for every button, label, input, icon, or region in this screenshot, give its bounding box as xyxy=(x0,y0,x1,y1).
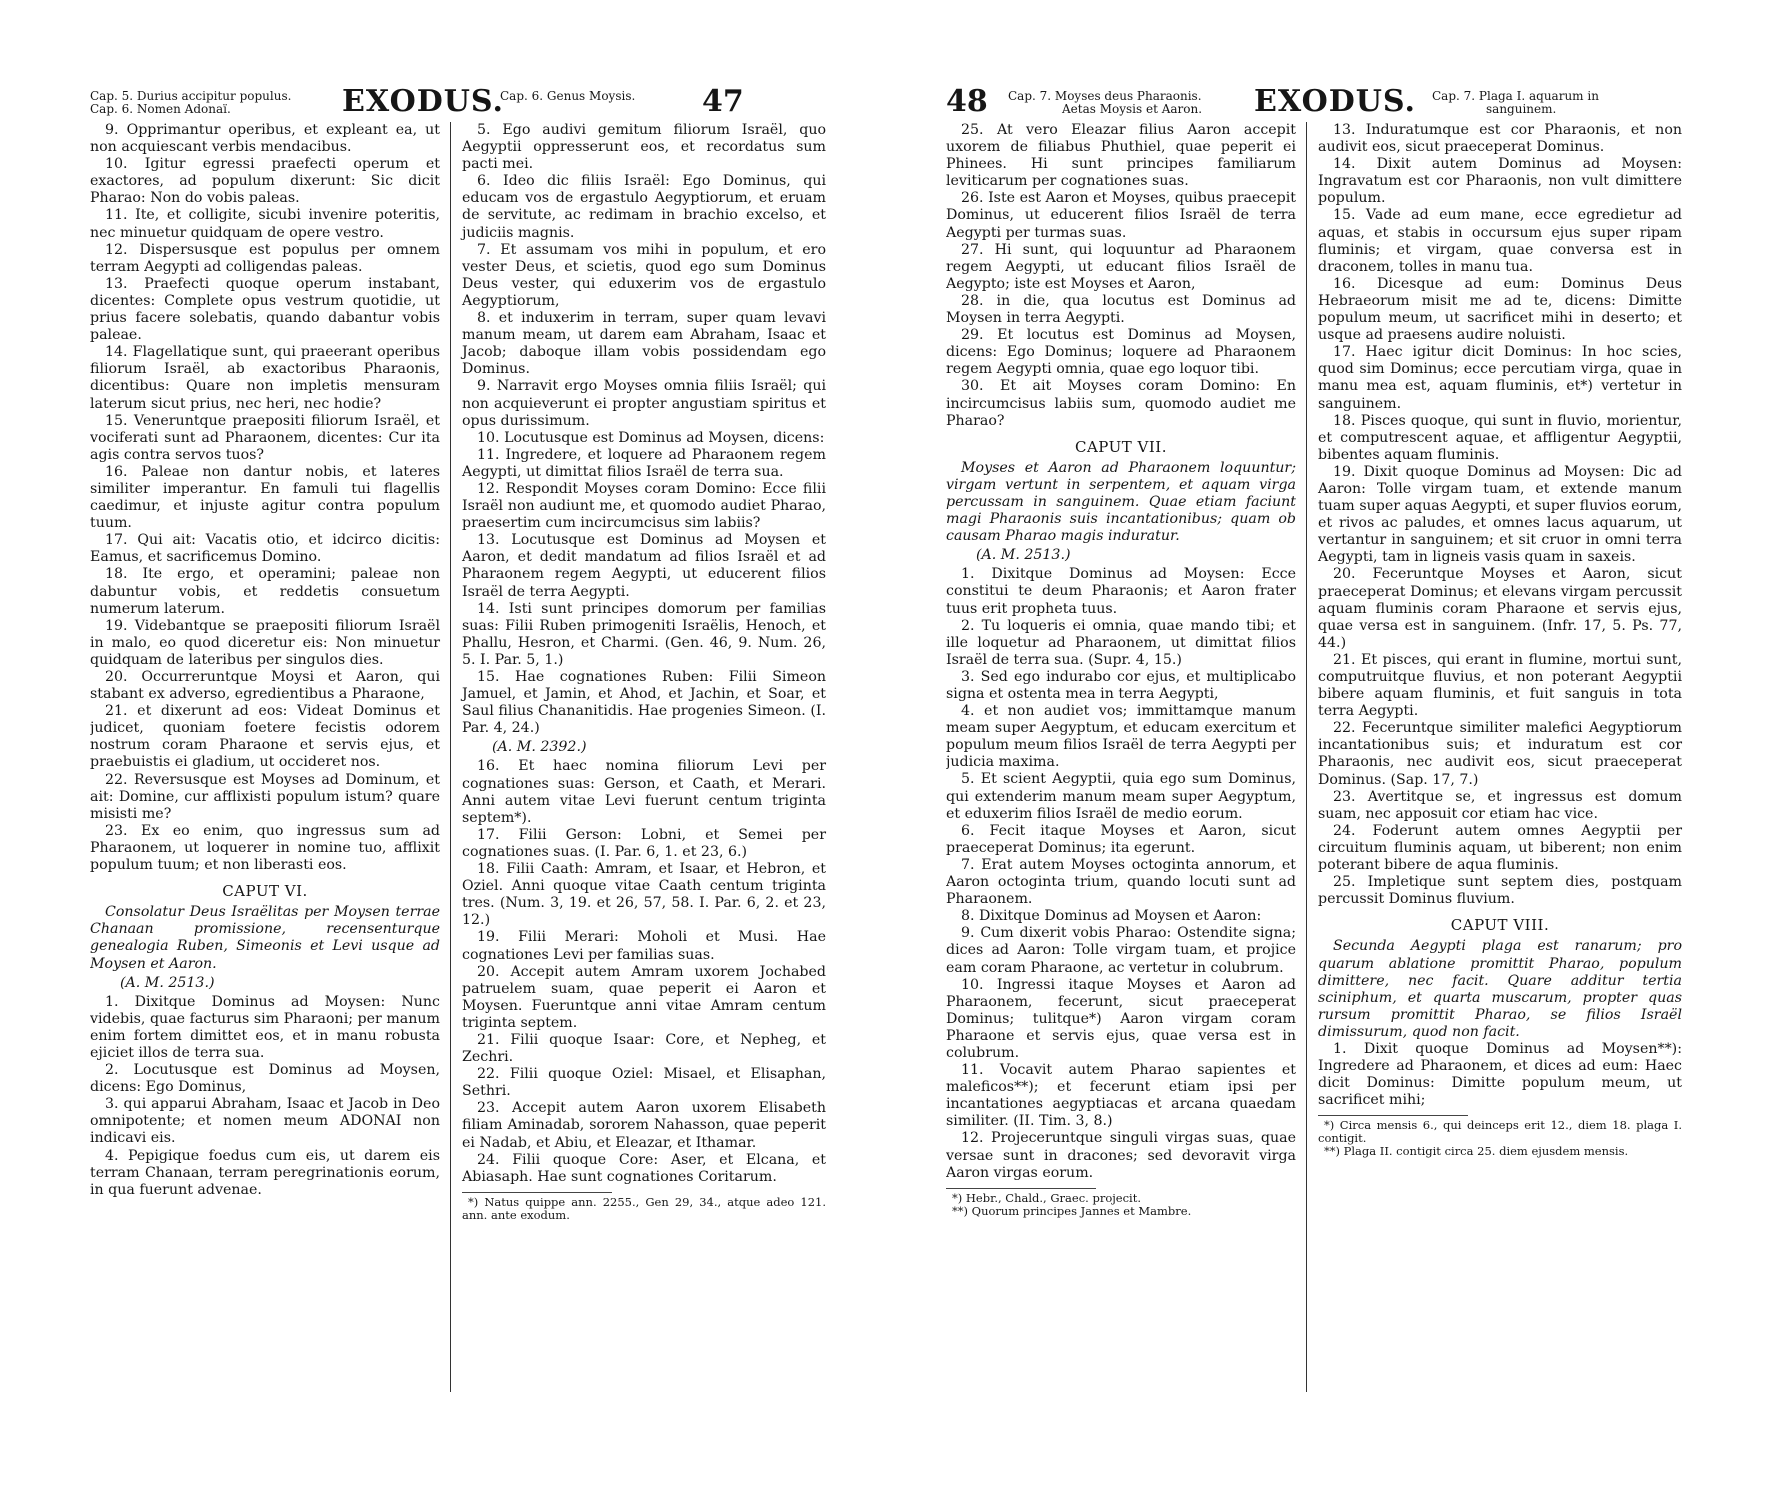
verse-paragraph: 29. Et locutus est Dominus ad Moysen, dicens: Ego Dominus; loquere ad Pharaonem regem Aegypti omnia, quae ego loquor tibi. xyxy=(946,327,1296,378)
page-number: 48 xyxy=(946,84,988,119)
verse-paragraph: 26. Iste est Aaron et Moyses, quibus praecepit Dominus, ut educerent filios Israël de terra Aegypti per turmas suas. xyxy=(946,190,1296,241)
footnotes xyxy=(462,1196,826,1222)
chapter-summary: Secunda Aegypti plaga est ranarum; pro quarum ablatione promittit Pharao, populum dimittere, nec facit. Quare additur tertia sciniphum, et quarta muscarum, propter quas rursum promittit Pharao, se filios Israël dimissurum, quod non facit. xyxy=(1318,938,1682,1040)
verse-paragraph: 18. Filii Caath: Amram, et Isaar, et Hebron, et Oziel. Anni quoque vitae Caath centum triginta tres. (Num. 3, 19. et 26, 57, 58. I. Par. 6, 2. et 23, 12.) xyxy=(462,861,826,929)
verse-paragraph: 3. Sed ego indurabo cor ejus, et multiplicabo signa et ostenta mea in terra Aegypti, xyxy=(946,668,1296,702)
verse-paragraph: 4. Pepigique foedus cum eis, ut darem eis terram Chanaan, terram peregrinationis eorum, in qua fuerunt advenae. xyxy=(90,1147,440,1198)
footnote-rule xyxy=(1318,1115,1468,1116)
verse-paragraph: 11. Ite, et colligite, sicubi invenire poteritis, nec minuetur quidquam de opere vestro. xyxy=(90,207,440,241)
verse-paragraph: 10. Ingressi itaque Moyses et Aaron ad Pharaonem, fecerunt, sicut praeceperat Dominus; tulitque*) Aaron virgam coram Pharaone et servis ejus, quae versa est in colubrum. xyxy=(946,976,1296,1061)
text-column-left xyxy=(90,122,440,1199)
verse-paragraph: 19. Filii Merari: Moholi et Musi. Hae cognationes Levi per familias suas. xyxy=(462,929,826,963)
verse-paragraph: 13. Induratumque est cor Pharaonis, et non audivit eos, sicut praeceperat Dominus. xyxy=(1318,122,1682,156)
verse-paragraph: 22. Reversusque est Moyses ad Dominum, et ait: Domine, cur afflixisti populum istum? quare misisti me? xyxy=(90,771,440,822)
verse-paragraph: 19. Dixit quoque Dominus ad Moysen: Dic ad Aaron: Tolle virgam tuam, et extende manum tuam super aquas Aegypti, et super fluvios eorum, et rivos ac paludes, et omnes lacus aquarum, ut vertantur in sanguinem; et sit cruor in omni terra Aegypti, tam in ligneis vasis quam in saxeis. xyxy=(1318,463,1682,566)
verse-paragraph: 21. Filii quoque Isaar: Core, et Nepheg, et Zechri. xyxy=(462,1031,826,1066)
verse-paragraph: 10. Locutusque est Dominus ad Moysen, dicens: xyxy=(477,429,825,446)
verse-paragraph: 17. Haec igitur dicit Dominus: In hoc scies, quod sim Dominus; ecce percutiam virga, quae in manu mea est, aquam fluminis, et*) vertetur in sanguinem. xyxy=(1318,344,1682,412)
verse-paragraph: 9. Opprimantur operibus, et expleant ea, ut non acquiescant verbis mendacibus. xyxy=(90,122,440,156)
footnote-rule xyxy=(946,1188,1096,1189)
verse-paragraph: 18. Ite ergo, et operamini; paleae non dabuntur vobis, et reddetis consuetum numerum laterum. xyxy=(90,566,440,617)
date-marker: (A. M. 2513.) xyxy=(120,974,215,991)
verse-paragraph: 24. Filii quoque Core: Aser, et Elcana, et Abiasaph. Hae sunt cognationes Coritarum. xyxy=(462,1151,826,1185)
verse-paragraph: 7. Erat autem Moyses octoginta annorum, et Aaron octoginta trium, quando locuti sunt ad Pharaonem. xyxy=(946,856,1296,908)
verse-paragraph: 12. Projeceruntque singuli virgas suas, quae versae sunt in dracones; sed devoravit virga Aaron virgas eorum. xyxy=(946,1130,1296,1181)
running-header xyxy=(946,78,1686,122)
verse-paragraph: 10. Igitur egressi praefecti operum et exactores, ad populum dixerunt: Sic dicit Pharao: Non do vobis paleas. xyxy=(90,156,440,207)
left-page xyxy=(90,78,830,1418)
verse-paragraph: 8. et induxerim in terram, super quam levavi manum meam, ut darem eam Abraham, Isaac et Jacob; daboque illam vobis possidendam ego Dominus. xyxy=(462,310,826,378)
verse-paragraph: 6. Ideo dic filiis Israël: Ego Dominus, qui educam vos de ergastulo Aegyptiorum, et eruam de servitute, ac redimam in brachio excelso, et judiciis magnis. xyxy=(462,173,826,241)
chapter-summary: Consolatur Deus Israëlitas per Moysen terrae Chanaan promissione, recensenturque genealogia Ruben, Simeonis et Levi usque ad Moysen et Aaron. xyxy=(90,904,440,972)
footnote: *) Circa mensis 6., qui deinceps erit 12., diem 18. plaga I. contigit. xyxy=(1318,1118,1682,1146)
chapter-summary: Moyses et Aaron ad Pharaonem loquuntur; virgam vertunt in serpentem, et aquam virga percussam in sanguinem. Quae etiam faciunt magi Pharaonis suis incantationibus; quam ob causam Pharao magis induratur. xyxy=(946,459,1296,545)
verse-paragraph: 6. Fecit itaque Moyses et Aaron, sicut praeceperat Dominus; ita egerunt. xyxy=(946,822,1296,856)
footnote: *) Natus quippe ann. 2255., Gen 29, 34., atque adeo 121. ann. ante exodum. xyxy=(462,1194,826,1222)
verse-paragraph: 22. Feceruntque similiter malefici Aegyptiorum incantationibus suis; et induratum est cor Pharaonis, nec audivit eos, sicut praeceperat Dominus. (Sap. 17, 7.) xyxy=(1318,720,1682,788)
chapter-heading: CAPUT VIII. xyxy=(1450,916,1550,935)
verse-paragraph: 22. Filii quoque Oziel: Misael, et Elisaphan, Sethri. xyxy=(462,1066,826,1100)
verse-paragraph: 24. Foderunt autem omnes Aegyptii per circuitum fluminis aquam, ut biberent; non enim poterant bibere de aqua fluminis. xyxy=(1318,822,1682,874)
footnote: **) Plaga II. contigit circa 25. diem ejusdem mensis. xyxy=(1324,1144,1629,1159)
header-chapter-notes: Cap. 5. Durius accipitur populus. Cap. 6. Nomen Adonaï. xyxy=(90,89,292,116)
verse-paragraph: 12. Dispersusque est populus per omnem terram Aegypti ad colligendas paleas. xyxy=(90,241,440,275)
date-marker: (A. M. 2392.) xyxy=(492,739,587,756)
verse-paragraph: 5. Ego audivi gemitum filiorum Israël, quo Aegyptii oppresserunt eos, et recordatus sum pacti mei. xyxy=(462,122,826,173)
verse-paragraph: 17. Qui ait: Vacatis otio, et idcirco dicitis: Eamus, et sacrificemus Domino. xyxy=(90,532,440,566)
chapter-heading: CAPUT VI. xyxy=(222,882,308,901)
verse-paragraph: 4. et non audiet vos; immittamque manum meam super Aegyptum, et educam exercitum et populum meum filios Israël de terra Aegypti per judicia maxima. xyxy=(946,703,1296,771)
header-chapter-note-right: Cap. 7. Plaga I. aquarum in sanguinem. xyxy=(1432,89,1599,116)
verse-paragraph: 9. Cum dixerit vobis Pharao: Ostendite signa; dices ad Aaron: Tolle virgam tuam, et projice eam coram Pharaone, ac vertetur in colubrum. xyxy=(946,925,1296,976)
verse-paragraph: 14. Dixit autem Dominus ad Moysen: Ingravatum est cor Pharaonis, non vult dimittere populum. xyxy=(1318,156,1682,207)
verse-paragraph: 8. Dixitque Dominus ad Moysen et Aaron: xyxy=(961,908,1262,925)
footnote: **) Quorum principes Jannes et Mambre. xyxy=(952,1203,1192,1218)
book-title: EXODUS. xyxy=(1254,84,1416,119)
verse-paragraph: 16. Dicesque ad eum: Dominus Deus Hebraeorum misit me ad te, dicens: Dimitte populum meum, ut sacrificet mihi in deserto; et usque ad praesens audire noluisti. xyxy=(1318,275,1682,344)
verse-paragraph: 23. Avertitque se, et ingressus est domum suam, nec apposuit cor etiam hac vice. xyxy=(1318,788,1682,822)
verse-paragraph: 3. qui apparui Abraham, Isaac et Jacob in Deo omnipotente; et nomen meum ADONAI non indicavi eis. xyxy=(90,1096,440,1147)
verse-paragraph: 25. Impletique sunt septem dies, postquam percussit Dominus fluvium. xyxy=(1318,874,1682,908)
book-title: EXODUS. xyxy=(342,84,504,119)
text-column-right xyxy=(1318,122,1682,1158)
verse-paragraph: 11. Vocavit autem Pharao sapientes et maleficos**); et fecerunt etiam ipsi per incantationes aegyptiacas et arcana quaedam similiter. (II. Tim. 3, 8.) xyxy=(946,1062,1296,1130)
verse-paragraph: 15. Veneruntque praepositi filiorum Israël, et vociferati sunt ad Pharaonem, dicentes: Cur ita agis contra servos tuos? xyxy=(90,412,440,463)
header-chapter-notes: Cap. 7. Moyses deus Pharaonis. Aetas Moysis et Aaron. xyxy=(1008,89,1203,116)
verse-paragraph: 9. Narravit ergo Moyses omnia filiis Israël; qui non acquieverunt ei propter angustiam spiritus et opus durissimum. xyxy=(462,378,826,429)
verse-paragraph: 11. Ingredere, et loquere ad Pharaonem regem Aegypti, ut dimittat filios Israël de terra sua. xyxy=(462,446,826,480)
verse-paragraph: 7. Et assumam vos mihi in populum, et ero vester Deus, et scietis, quod ego sum Dominus Deus vester, qui eduxerim vos de ergastulo Aegyptiorum, xyxy=(462,241,826,309)
verse-paragraph: 20. Occurreruntque Moysi et Aaron, qui stabant ex adverso, egredientibus a Pharaone, xyxy=(90,669,440,703)
verse-paragraph: 14. Flagellatique sunt, qui praeerant operibus filiorum Israël, ab exactoribus Pharaonis, dicentibus: Quare non impletis mensuram laterum sicut prius, nec heri, nec hodie? xyxy=(90,344,440,412)
verse-paragraph: 15. Vade ad eum mane, ecce egredietur ad aquas, et stabis in occursum ejus super ripam fluminis; et virgam, quae conversa est in draconem, tolles in manu tua. xyxy=(1318,207,1682,275)
verse-paragraph: 28. in die, qua locutus est Dominus ad Moysen in terra Aegypti. xyxy=(946,292,1296,327)
verse-paragraph: 20. Feceruntque Moyses et Aaron, sicut praeceperat Dominus; et elevans virgam percussit aquam fluminis coram Pharaone et servis ejus, quae versa est in sanguinem. (Infr. 17, 5. Ps. 77, 44.) xyxy=(1318,566,1682,651)
running-header xyxy=(90,78,830,122)
footnotes xyxy=(946,1192,1296,1218)
text-column-left xyxy=(946,122,1296,1218)
verse-paragraph: 23. Accepit autem Aaron uxorem Elisabeth filiam Aminadab, sororem Nahasson, quae peperit ei Nadab, et Abiu, et Eleazar, et Ithamar. xyxy=(462,1100,826,1151)
verse-paragraph: 18. Pisces quoque, qui sunt in fluvio, morientur, et computrescent aquae, et affligentur Aegyptii, bibentes aquam fluminis. xyxy=(1318,412,1682,463)
verse-paragraph: 12. Respondit Moyses coram Domino: Ecce filii Israël non audiunt me, et quomodo audiet Pharao, praesertim cum incircumcisus sim labiis? xyxy=(462,480,826,532)
verse-paragraph: 21. et dixerunt ad eos: Videat Dominus et judicet, quoniam foetere fecistis odorem nostrum coram Pharaone et servis ejus, et praebuistis ei gladium, ut occideret nos. xyxy=(90,703,440,771)
verse-paragraph: 14. Isti sunt principes domorum per familias suas: Filii Ruben primogeniti Israëlis, Henoch, et Phallu, Hesron, et Charmi. (Gen. 46, 9. Num. 26, 5. I. Par. 5, 1.) xyxy=(462,600,826,668)
verse-paragraph: 30. Et ait Moyses coram Domino: En incircumcisus labiis sum, quomodo audiet me Pharao? xyxy=(946,378,1296,429)
verse-paragraph: 2. Tu loqueris ei omnia, quae mando tibi; et ille loquetur ad Pharaonem, ut dimittat filios Israël de terra sua. (Supr. 4, 15.) xyxy=(946,617,1296,668)
verse-paragraph: 17. Filii Gerson: Lobni, et Semei per cognationes suas. (I. Par. 6, 1. et 23, 6.) xyxy=(462,826,826,860)
verse-paragraph: 13. Locutusque est Dominus ad Moysen et Aaron, et dedit mandatum ad filios Israël et ad Pharaonem regem Aegypti, ut educerent filios Israël de terra Aegypti. xyxy=(462,532,826,600)
column-rule xyxy=(450,122,451,1392)
verse-paragraph: 1. Dixit quoque Dominus ad Moysen**): Ingredere ad Pharaonem, et dices ad eum: Haec dicit Dominus: Dimitte populum meum, ut sacrificet mihi; xyxy=(1318,1040,1682,1109)
verse-paragraph: 27. Hi sunt, qui loquuntur ad Pharaonem regem Aegypti, ut educant filios Israël de Aegypto; iste est Moyses et Aaron, xyxy=(946,241,1296,292)
verse-paragraph: 16. Et haec nomina filiorum Levi per cognationes suas: Gerson, et Caath, et Merari. Anni autem vitae Levi fuerunt centum triginta septem*). xyxy=(462,758,826,826)
verse-paragraph: 20. Accepit autem Amram uxorem Jochabed patruelem suam, quae peperit ei Aaron et Moysen. Fueruntque anni vitae Amram centum triginta septem. xyxy=(462,963,826,1031)
verse-paragraph: 16. Paleae non dantur nobis, et lateres similiter imperantur. En famuli tui flagellis caedimur, et injuste agitur contra populum tuum. xyxy=(90,463,440,532)
text-column-right xyxy=(462,122,826,1222)
verse-paragraph: 13. Praefecti quoque operum instabant, dicentes: Complete opus vestrum quotidie, ut prius facere solebatis, quando dabantur vobis paleae. xyxy=(90,275,440,344)
right-page xyxy=(946,78,1686,1418)
verse-paragraph: 5. Et scient Aegyptii, quia ego sum Dominus, qui extenderim manum meam super Aegyptum, et eduxerim filios Israël de medio eorum. xyxy=(946,771,1296,822)
verse-paragraph: 23. Ex eo enim, quo ingressus sum ad Pharaonem, ut loquerer in nomine tuo, afflixit populum tuum; et non liberasti eos. xyxy=(90,822,440,874)
verse-paragraph: 1. Dixitque Dominus ad Moysen: Nunc videbis, quae facturus sim Pharaoni; per manum enim fortem dimittet eos, et in manu robusta ejiciet illos de terra sua. xyxy=(90,993,440,1061)
footnote-rule xyxy=(462,1192,612,1193)
verse-paragraph: 21. Et pisces, qui erant in flumine, mortui sunt, computruitque fluvius, et non poterant Aegyptii bibere aquam fluminis, et fuit sanguis in tota terra Aegypti. xyxy=(1318,651,1682,720)
verse-paragraph: 19. Videbantque se praepositi filiorum Israël in malo, eo quod diceretur eis: Non minuetur quidquam de lateribus per singulos dies. xyxy=(90,617,440,668)
date-marker: (A. M. 2513.) xyxy=(976,547,1071,564)
verse-paragraph: 25. At vero Eleazar filius Aaron accepit uxorem de filiabus Phuthiel, quae peperit ei Phinees. Hi sunt principes familiarum leviticarum per cognationes suas. xyxy=(946,122,1296,190)
page-number: 47 xyxy=(702,84,744,119)
header-chapter-note-right: Cap. 6. Genus Moysis. xyxy=(500,89,636,103)
verse-paragraph: 2. Locutusque est Dominus ad Moysen, dicens: Ego Dominus, xyxy=(90,1062,440,1096)
footnotes xyxy=(1318,1119,1682,1158)
verse-paragraph: 1. Dixitque Dominus ad Moysen: Ecce constitui te deum Pharaonis; et Aaron frater tuus erit propheta tuus. xyxy=(946,566,1296,617)
footnote: *) Hebr., Chald., Graec. projecit. xyxy=(952,1190,1142,1205)
column-rule xyxy=(1306,122,1307,1392)
chapter-heading: CAPUT VII. xyxy=(1074,437,1167,456)
verse-paragraph: 15. Hae cognationes Ruben: Filii Simeon Jamuel, et Jamin, et Ahod, et Jachin, et Soar, et Saul filius Chananitidis. Hae progenies Simeon. (I. Par. 4, 24.) xyxy=(462,669,826,737)
